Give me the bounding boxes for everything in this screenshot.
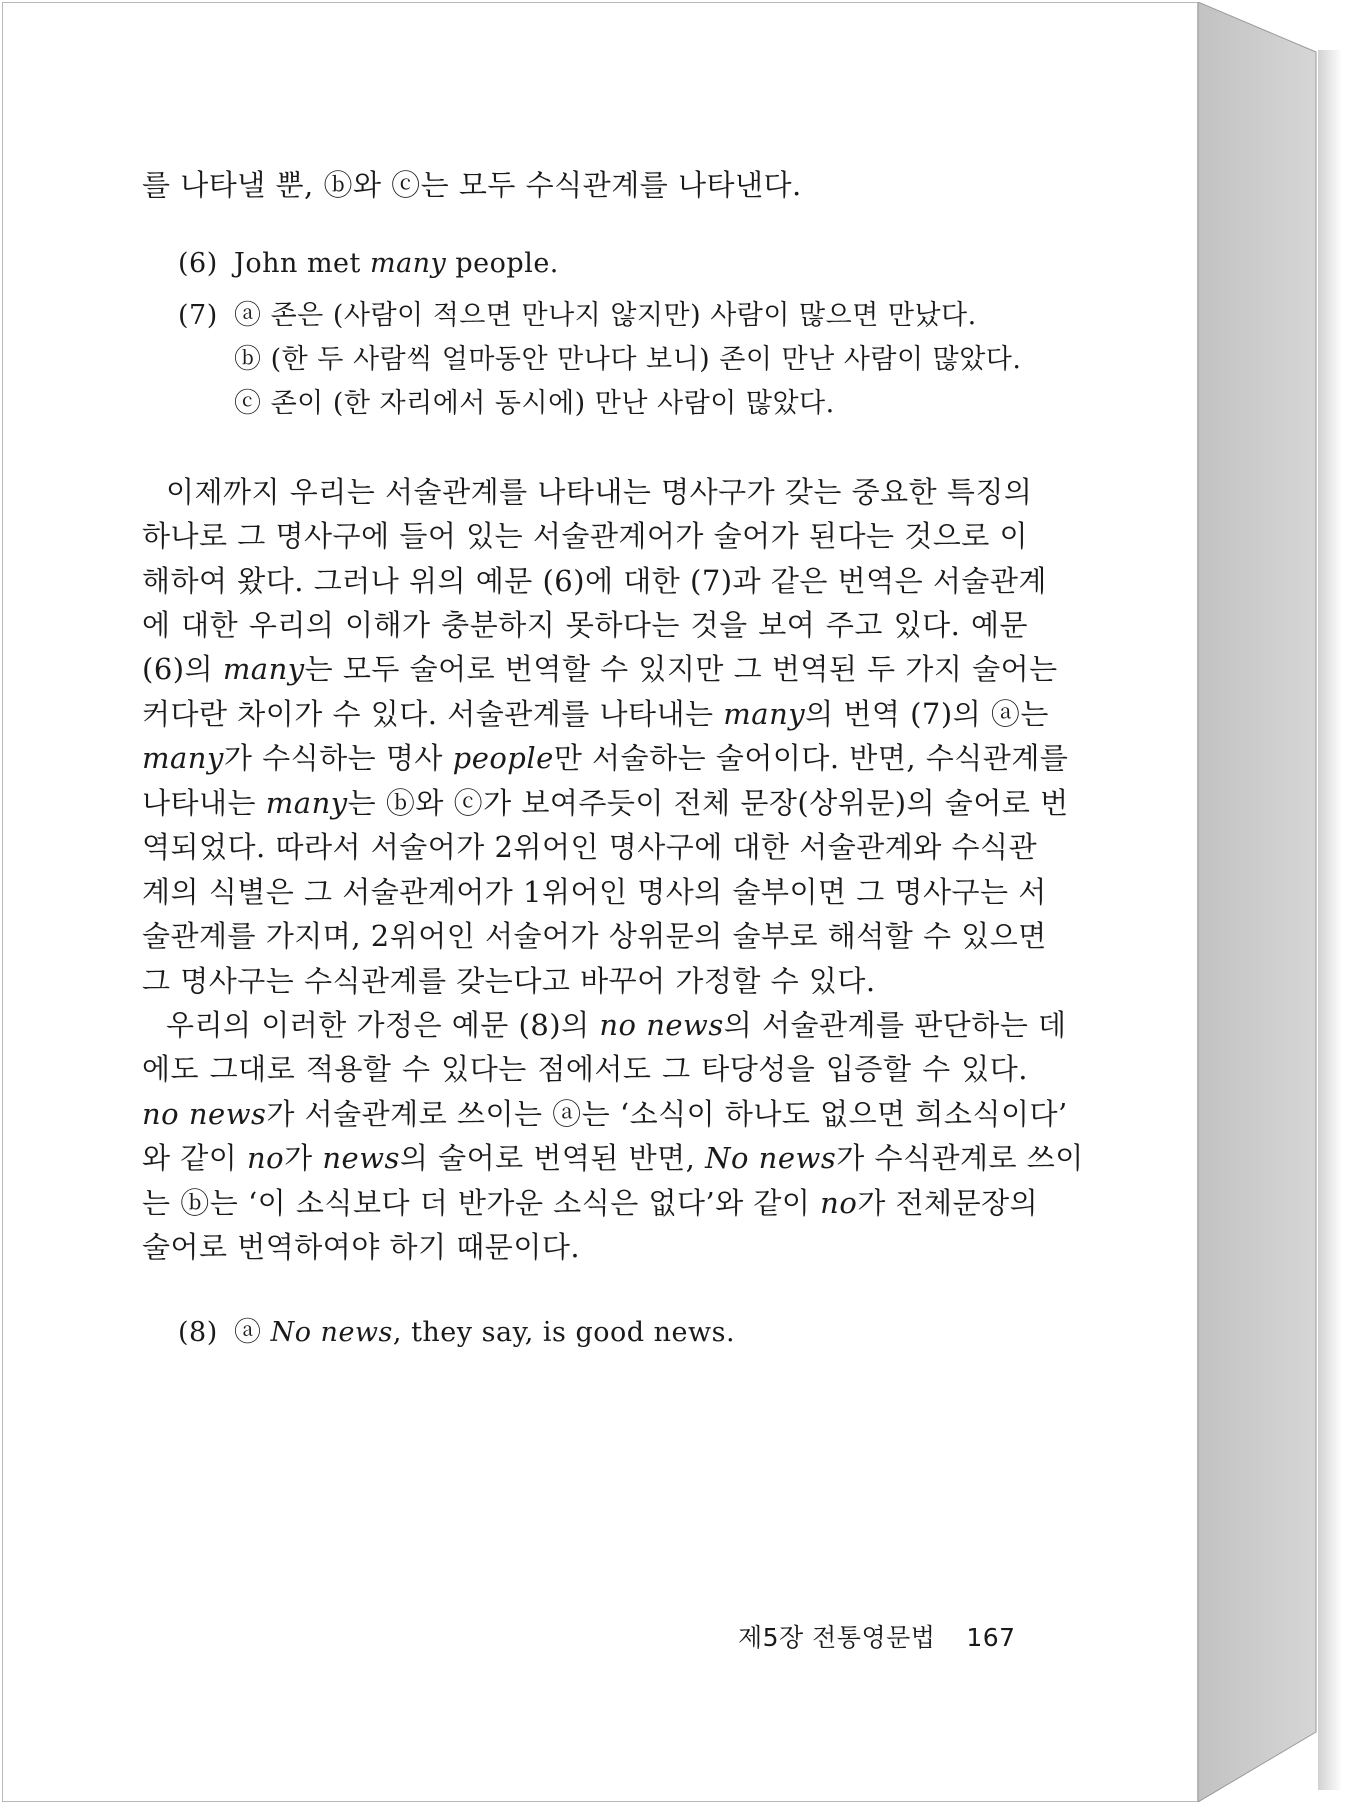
- example-italic: No news: [270, 1317, 393, 1348]
- text-span: 커다란 차이가 수 있다. 서술관계를 나타내는: [142, 697, 724, 731]
- example-text: ⓐ: [234, 1317, 271, 1348]
- example-text: , they say, is good news.: [392, 1317, 736, 1348]
- paragraph-1-line: [142, 692, 1049, 733]
- paragraph-1-line: [142, 781, 1069, 822]
- text-span: 의 번역 (7)의 ⓐ는: [805, 697, 1049, 731]
- italic-span: no news: [599, 1008, 724, 1042]
- text-span: 가 수식관계로 쓰이: [836, 1141, 1084, 1175]
- text-span: 가 수식하는 명사: [223, 741, 453, 775]
- example-8: [178, 1310, 735, 1349]
- text-span: 만 서술하는 술어이다. 반면, 수식관계를: [553, 741, 1069, 775]
- italic-span: many: [142, 741, 224, 775]
- italic-span: no: [246, 1141, 285, 1175]
- italic-span: no: [820, 1186, 858, 1220]
- example-number: (6): [178, 248, 218, 279]
- paragraph-2-line: [142, 1136, 1084, 1177]
- text-span: 와 같이: [142, 1141, 247, 1175]
- example-number: (7): [178, 300, 218, 331]
- chapter-title: 제5장 전통영문법: [738, 1623, 936, 1652]
- italic-span: many: [222, 652, 305, 686]
- text-span: 가 전체문장의: [857, 1186, 1039, 1220]
- text-span: 의 술어로 번역된 반면,: [399, 1141, 706, 1175]
- example-text: John met: [234, 248, 370, 279]
- text-span: 의 서술관계를 판단하는 데: [723, 1008, 1067, 1042]
- italic-span: No news: [705, 1141, 837, 1175]
- text-span: (6)의: [142, 652, 223, 686]
- paragraph-1-line: 계의 식별은 그 서술관계어가 1위어인 명사의 술부이면 그 명사구는 서: [142, 875, 1047, 909]
- paragraph-2-line: 에도 그대로 적용할 수 있다는 점에서도 그 타당성을 입증할 수 있다.: [142, 1052, 1028, 1086]
- paragraph-1-line: [142, 470, 1033, 511]
- example-7c: ⓒ 존이 (한 자리에서 동시에) 만난 사람이 많았다.: [234, 388, 835, 419]
- paragraph-1-line: 그 명사구는 수식관계를 갖는다고 바꾸어 가정할 수 있다.: [142, 964, 876, 998]
- paragraph-1-line: [142, 736, 1069, 777]
- text-span: 는 모두 술어로 번역할 수 있지만 그 번역된 두 가지 술어는: [304, 652, 1058, 686]
- italic-span: news: [322, 1141, 400, 1175]
- example-7b: ⓑ (한 두 사람씩 얼마동안 만나다 보니) 존이 만난 사람이 많았다.: [234, 344, 1022, 375]
- text-span: 가 서술관계로 쓰이는 ⓐ는 ‘소식이 하나도 없으면 희소식이다’: [266, 1097, 1068, 1131]
- paragraph-2-line: [142, 1092, 1068, 1133]
- text-span: 는 ⓑ와 ⓒ가 보여주듯이 전체 문장(상위문)의 술어로 번: [347, 786, 1069, 820]
- book-edge: [1198, 2, 1318, 1802]
- example-number: (8): [178, 1317, 218, 1348]
- example-7a: [178, 293, 977, 332]
- text-span: 이제까지 우리는 서술관계를 나타내는 명사구가 갖는 중요한 특징의: [166, 475, 1033, 509]
- text-line: 를 나타낼 뿐, ⓑ와 ⓒ는 모두 수식관계를 나타낸다.: [142, 168, 802, 202]
- book-edge-shape: [1198, 2, 1318, 1802]
- paragraph-1-line: 에 대한 우리의 이해가 충분하지 못하다는 것을 보여 주고 있다. 예문: [142, 608, 1028, 642]
- paragraph-2-line: [142, 1181, 1039, 1222]
- paragraph-1-line: 해하여 왔다. 그러나 위의 예문 (6)에 대한 (7)과 같은 번역은 서술관계: [142, 564, 1047, 598]
- text-span: 우리의 이러한 가정은 예문 (8)의: [166, 1008, 600, 1042]
- paragraph-1-line: 역되었다. 따라서 서술어가 2위어인 명사구에 대한 서술관계와 수식관: [142, 830, 1038, 864]
- italic-span: no news: [142, 1097, 267, 1131]
- text-span: 가: [284, 1141, 323, 1175]
- italic-span: many: [265, 786, 348, 820]
- italic-span: many: [723, 697, 806, 731]
- italic-span: people: [452, 741, 554, 775]
- text-span: 나타내는: [142, 786, 266, 820]
- page-number: 167: [966, 1623, 1016, 1652]
- book-shadow: [1318, 50, 1342, 1790]
- paragraph-2-line: 술어로 번역하여야 하기 때문이다.: [142, 1230, 581, 1264]
- paragraph-2-line: [142, 1003, 1067, 1044]
- text-span: 는 ⓑ는 ‘이 소식보다 더 반가운 소식은 없다’와 같이: [142, 1186, 821, 1220]
- page-footer: [738, 1618, 1016, 1654]
- paragraph-1-line: [142, 647, 1058, 688]
- example-italic: many: [369, 248, 447, 279]
- example-text: ⓐ 존은 (사람이 적으면 만나지 않지만) 사람이 많으면 만났다.: [234, 300, 977, 331]
- example-6: [178, 248, 559, 279]
- example-text: people.: [446, 248, 559, 279]
- paragraph-1-line: 하나로 그 명사구에 들어 있는 서술관계어가 술어가 된다는 것으로 이: [142, 519, 1028, 553]
- paragraph-1-line: 술관계를 가지며, 2위어인 서술어가 상위문의 술부로 해석할 수 있으면: [142, 919, 1047, 953]
